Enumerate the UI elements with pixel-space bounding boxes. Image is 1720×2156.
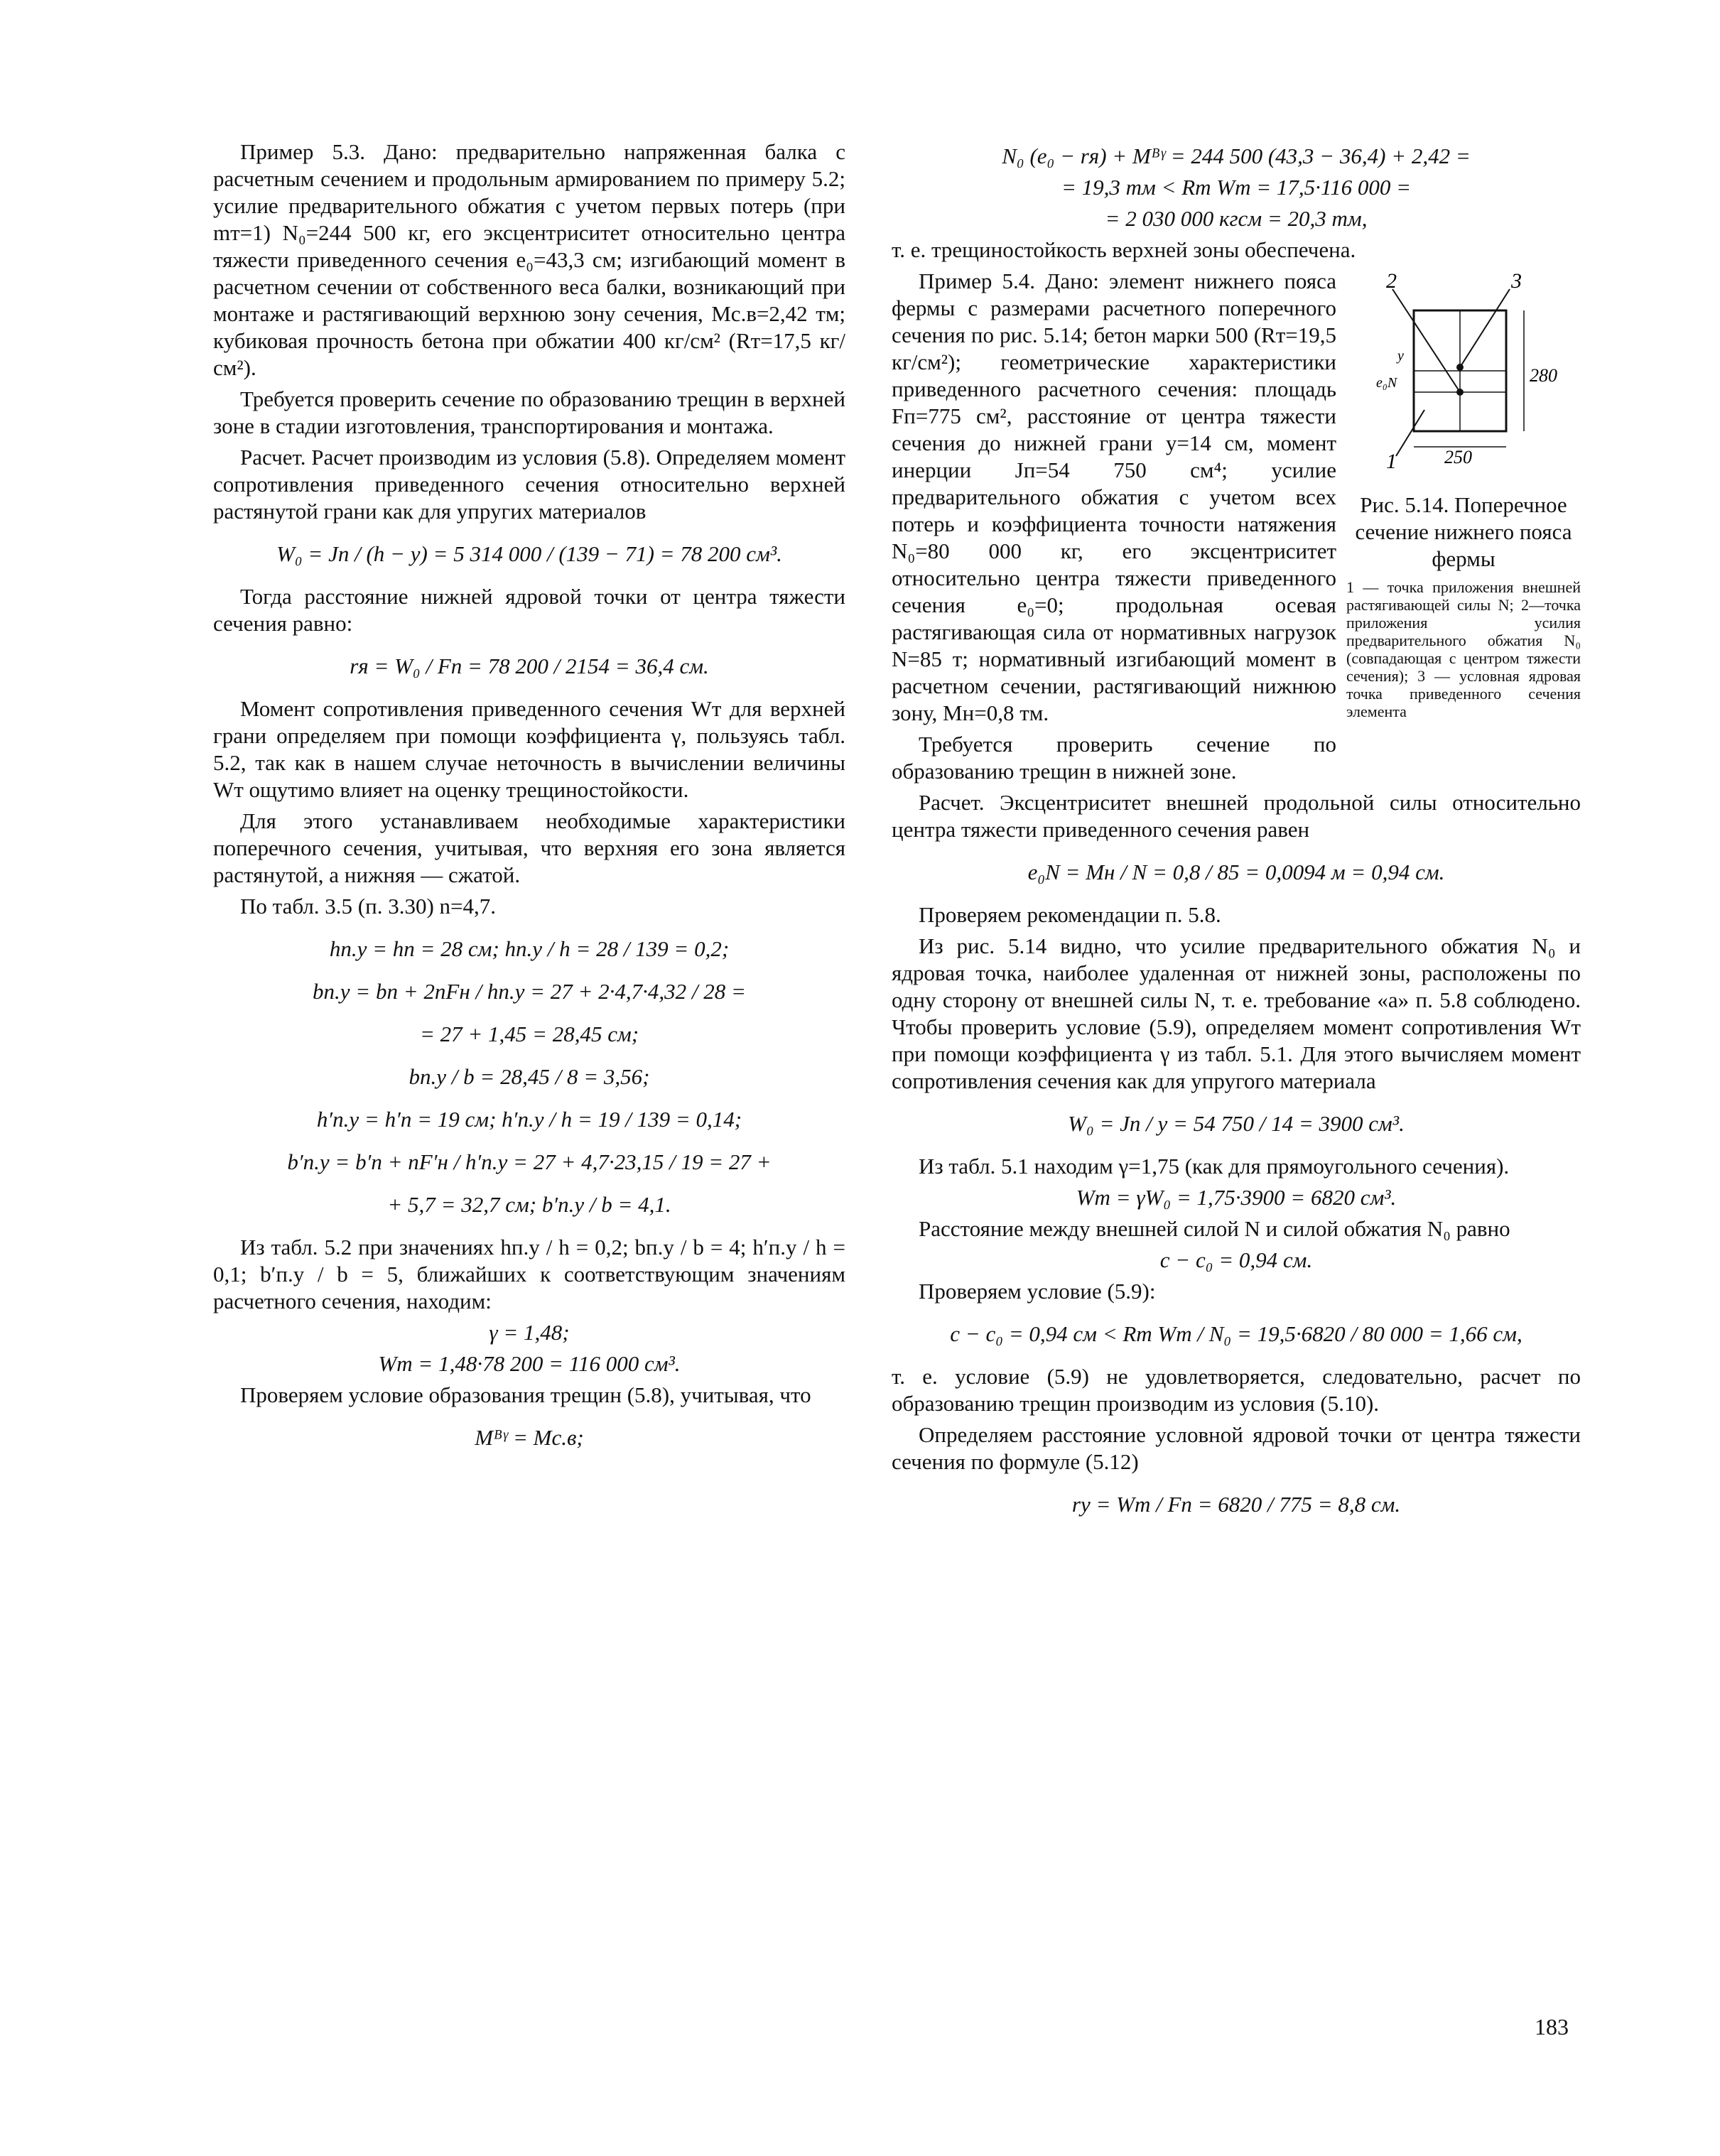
paragraph: Тогда расстояние нижней ядровой точки от центра тяжести сечения равно: (213, 584, 845, 636)
formula: rу = Wт / Fп = 6820 / 775 = 8,8 см. (1071, 1492, 1401, 1517)
paragraph: Пример 5.4. Дано: элемент нижнего пояса фермы с размерами расчетного поперечного сечения по рис. 5.14; бетон марки 500 (Rт=19,5 кг/см²); геометрические характеристики приведенного расчетного сечения: площадь Fп=775 см², расстояние от центра тяжести сечения до нижней грани y=14 см, момент инерции Jп=54 750 см⁴; усилие предварительного обжатия с учетом всех потерь и коэффициента точности натяжения N₀=80 000 кг, его эксцентриситет относительно центра тяжести приведенного сечения e₀=0; продольная осевая растягивающая сила от нормативных нагрузок N=85 т; нормативный изгибающий момент в расчетном сечении, растягивающий нижнюю зону, Mн=0,8 тм. (892, 269, 1336, 725)
formula: W₀ = Jп / y = 54 750 / 14 = 3900 см³. (1068, 1111, 1405, 1136)
formula: b′п.у = b′п + nF′н / h′п.у = 27 + 4,7·23,15 / 19 = 27 + (287, 1149, 772, 1174)
paragraph: Требуется проверить сечение по образованию трещин в верхней зоне в стадии изготовления, транспортирования и монтажа. (213, 386, 845, 438)
e0n-label: e₀N (1376, 375, 1397, 391)
width-dimension: 250 (1444, 447, 1472, 467)
paragraph: Момент сопротивления приведенного сечения Wт для верхней грани определяем при помощи коэффициента γ, пользуясь табл. 5.2, так как в нашем случае неточность в вычислении величины Wт ощутимо влияет на оценку трещиностойкости. (213, 696, 845, 802)
paragraph: Из табл. 5.2 при значениях hп.у / h = 0,2; bп.у / b = 4; h′п.у / h = 0,1; b′п.у / b = 5, ближайших к соответствующим значениям расчетного сечения, находим: (213, 1235, 845, 1313)
formula: γ = 1,48; (489, 1320, 570, 1345)
height-dimension: 280 (1530, 365, 1557, 386)
example-with-figure (892, 268, 1581, 789)
figure-5-14 (1346, 268, 1581, 789)
page-number: 183 (1535, 2014, 1569, 2039)
formula: c − c₀ = 0,94 см < Rт Wт / N₀ = 19,5·6820 / 80 000 = 1,66 см, (950, 1321, 1522, 1346)
label-3: 3 (1511, 269, 1522, 293)
formula: Mᴮᵞ = Mс.в; (475, 1425, 584, 1450)
paragraph: Из табл. 5.1 находим γ=1,75 (как для прямоугольного сечения). (919, 1154, 1510, 1179)
figure-caption: Рис. 5.14. Поперечное сечение нижнего пояса фермы (1355, 492, 1572, 571)
formula: c − c₀ = 0,94 см. (1159, 1247, 1313, 1272)
paragraph: Из рис. 5.14 видно, что усилие предварительного обжатия N₀ и ядровая точка, наиболее удаленная от нижней зоны, расположены по одну сторону от внешней силы N, т. е. требование «а» п. 5.8 соблюдено. Чтобы проверить условие (5.9), определяем момент сопротивления Wт при помощи коэффициента γ из табл. 5.1. Для этого вычисляем момент сопротивления сечения как для упругого материала (892, 933, 1581, 1093)
paragraph: Требуется проверить сечение по образованию трещин в нижней зоне. (892, 732, 1336, 784)
leader-3 (1460, 289, 1510, 367)
paragraph: Проверяем условие (5.9): (919, 1279, 1156, 1304)
left-column (213, 139, 845, 1467)
formula: bп.у = bп + 2nFн / hп.у = 27 + 2·4,7·4,32 / 28 = (313, 979, 746, 1004)
formula: h′п.у = h′п = 19 см; h′п.у / h = 19 / 139 = 0,14; (316, 1107, 742, 1132)
formula: N₀ (e₀ − rя) + Mᴮᵞ = 244 500 (43,3 − 36,4) + 2,42 = (1002, 143, 1471, 168)
figure-legend: 1 — точка приложения внешней растягивающей силы N; 2—точка приложения усилия предварительного обжатия N₀ (совпадающая с центром тяжести сечения); 3 — условная ядровая точка приведенного сечения элемента (1346, 578, 1581, 720)
formula: = 27 + 1,45 = 28,45 см; (419, 1022, 639, 1046)
y-label: y (1397, 348, 1404, 364)
paragraph: Определяем расстояние условной ядровой точки от центра тяжести сечения по формуле (5.12) (892, 1422, 1581, 1474)
paragraph: Для этого устанавливаем необходимые характеристики поперечного сечения, учитывая, что верхняя его зона является растянутой, а нижняя — сжатой. (213, 808, 845, 887)
label-1: 1 (1386, 450, 1397, 473)
paragraph: Расстояние между внешней силой N и силой обжатия N₀ равно (919, 1216, 1510, 1241)
formula: Wт = 1,48·78 200 = 116 000 см³. (378, 1351, 681, 1376)
paragraph: По табл. 3.5 (п. 3.30) n=4,7. (240, 894, 497, 919)
formula: rя = W₀ / Fп = 78 200 / 2154 = 36,4 см. (350, 654, 709, 678)
paragraph: Проверяем условие образования трещин (5.8), учитывая, что (240, 1382, 811, 1407)
formula: = 2 030 000 кгсм = 20,3 тм, (1105, 206, 1368, 231)
paragraph: т. е. условие (5.9) не удовлетворяется, следовательно, расчет по образованию трещин производим из условия (5.10). (892, 1364, 1581, 1416)
formula: e₀N = Mн / N = 0,8 / 85 = 0,0094 м = 0,94 см. (1027, 860, 1445, 884)
paragraph: Пример 5.3. Дано: предварительно напряженная балка с расчетным сечением и продольным армированием по примеру 5.2; усилие предварительного обжатия с учетом первых потерь (при mт=1) N₀=244 500 кг, его эксцентриситет относительно центра тяжести приведенного сечения e₀=43,3 см; изгибающий момент в расчетном сечении от собственного веса балки, возникающий при монтаже и растягивающий верхнюю зону сечения, Mс.в=2,42 тм; кубиковая прочность бетона при обжатии 400 кг/см² (Rт=17,5 кг/см²). (213, 139, 845, 380)
formula: = 19,3 тм < Rт Wт = 17,5·116 000 = (1061, 175, 1412, 200)
label-2: 2 (1386, 269, 1397, 293)
cross-section-diagram (1346, 268, 1581, 481)
leader-1 (1396, 410, 1424, 456)
formula: Wт = γW₀ = 1,75·3900 = 6820 см³. (1076, 1185, 1397, 1210)
paragraph: Проверяем рекомендации п. 5.8. (919, 902, 1221, 927)
formula: bп.у / b = 28,45 / 8 = 3,56; (409, 1064, 650, 1089)
paragraph: Расчет. Эксцентриситет внешней продольной силы относительно центра тяжести приведенного сечения равен (892, 790, 1581, 842)
right-column (892, 139, 1581, 1534)
leader-2 (1392, 289, 1460, 392)
formula: W₀ = Jп / (h − y) = 5 314 000 / (139 − 71) = 78 200 см³. (276, 541, 782, 566)
paragraph: Расчет. Расчет производим из условия (5.8). Определяем момент сопротивления приведенного сечения относительно верхней растянутой грани как для упругих материалов (213, 445, 845, 524)
paragraph: т. е. трещиностойкость верхней зоны обеспечена. (892, 237, 1356, 262)
formula: + 5,7 = 32,7 см; b′п.у / b = 4,1. (387, 1192, 671, 1217)
formula: hп.у = hп = 28 см; hп.у / h = 28 / 139 = 0,2; (329, 936, 730, 961)
